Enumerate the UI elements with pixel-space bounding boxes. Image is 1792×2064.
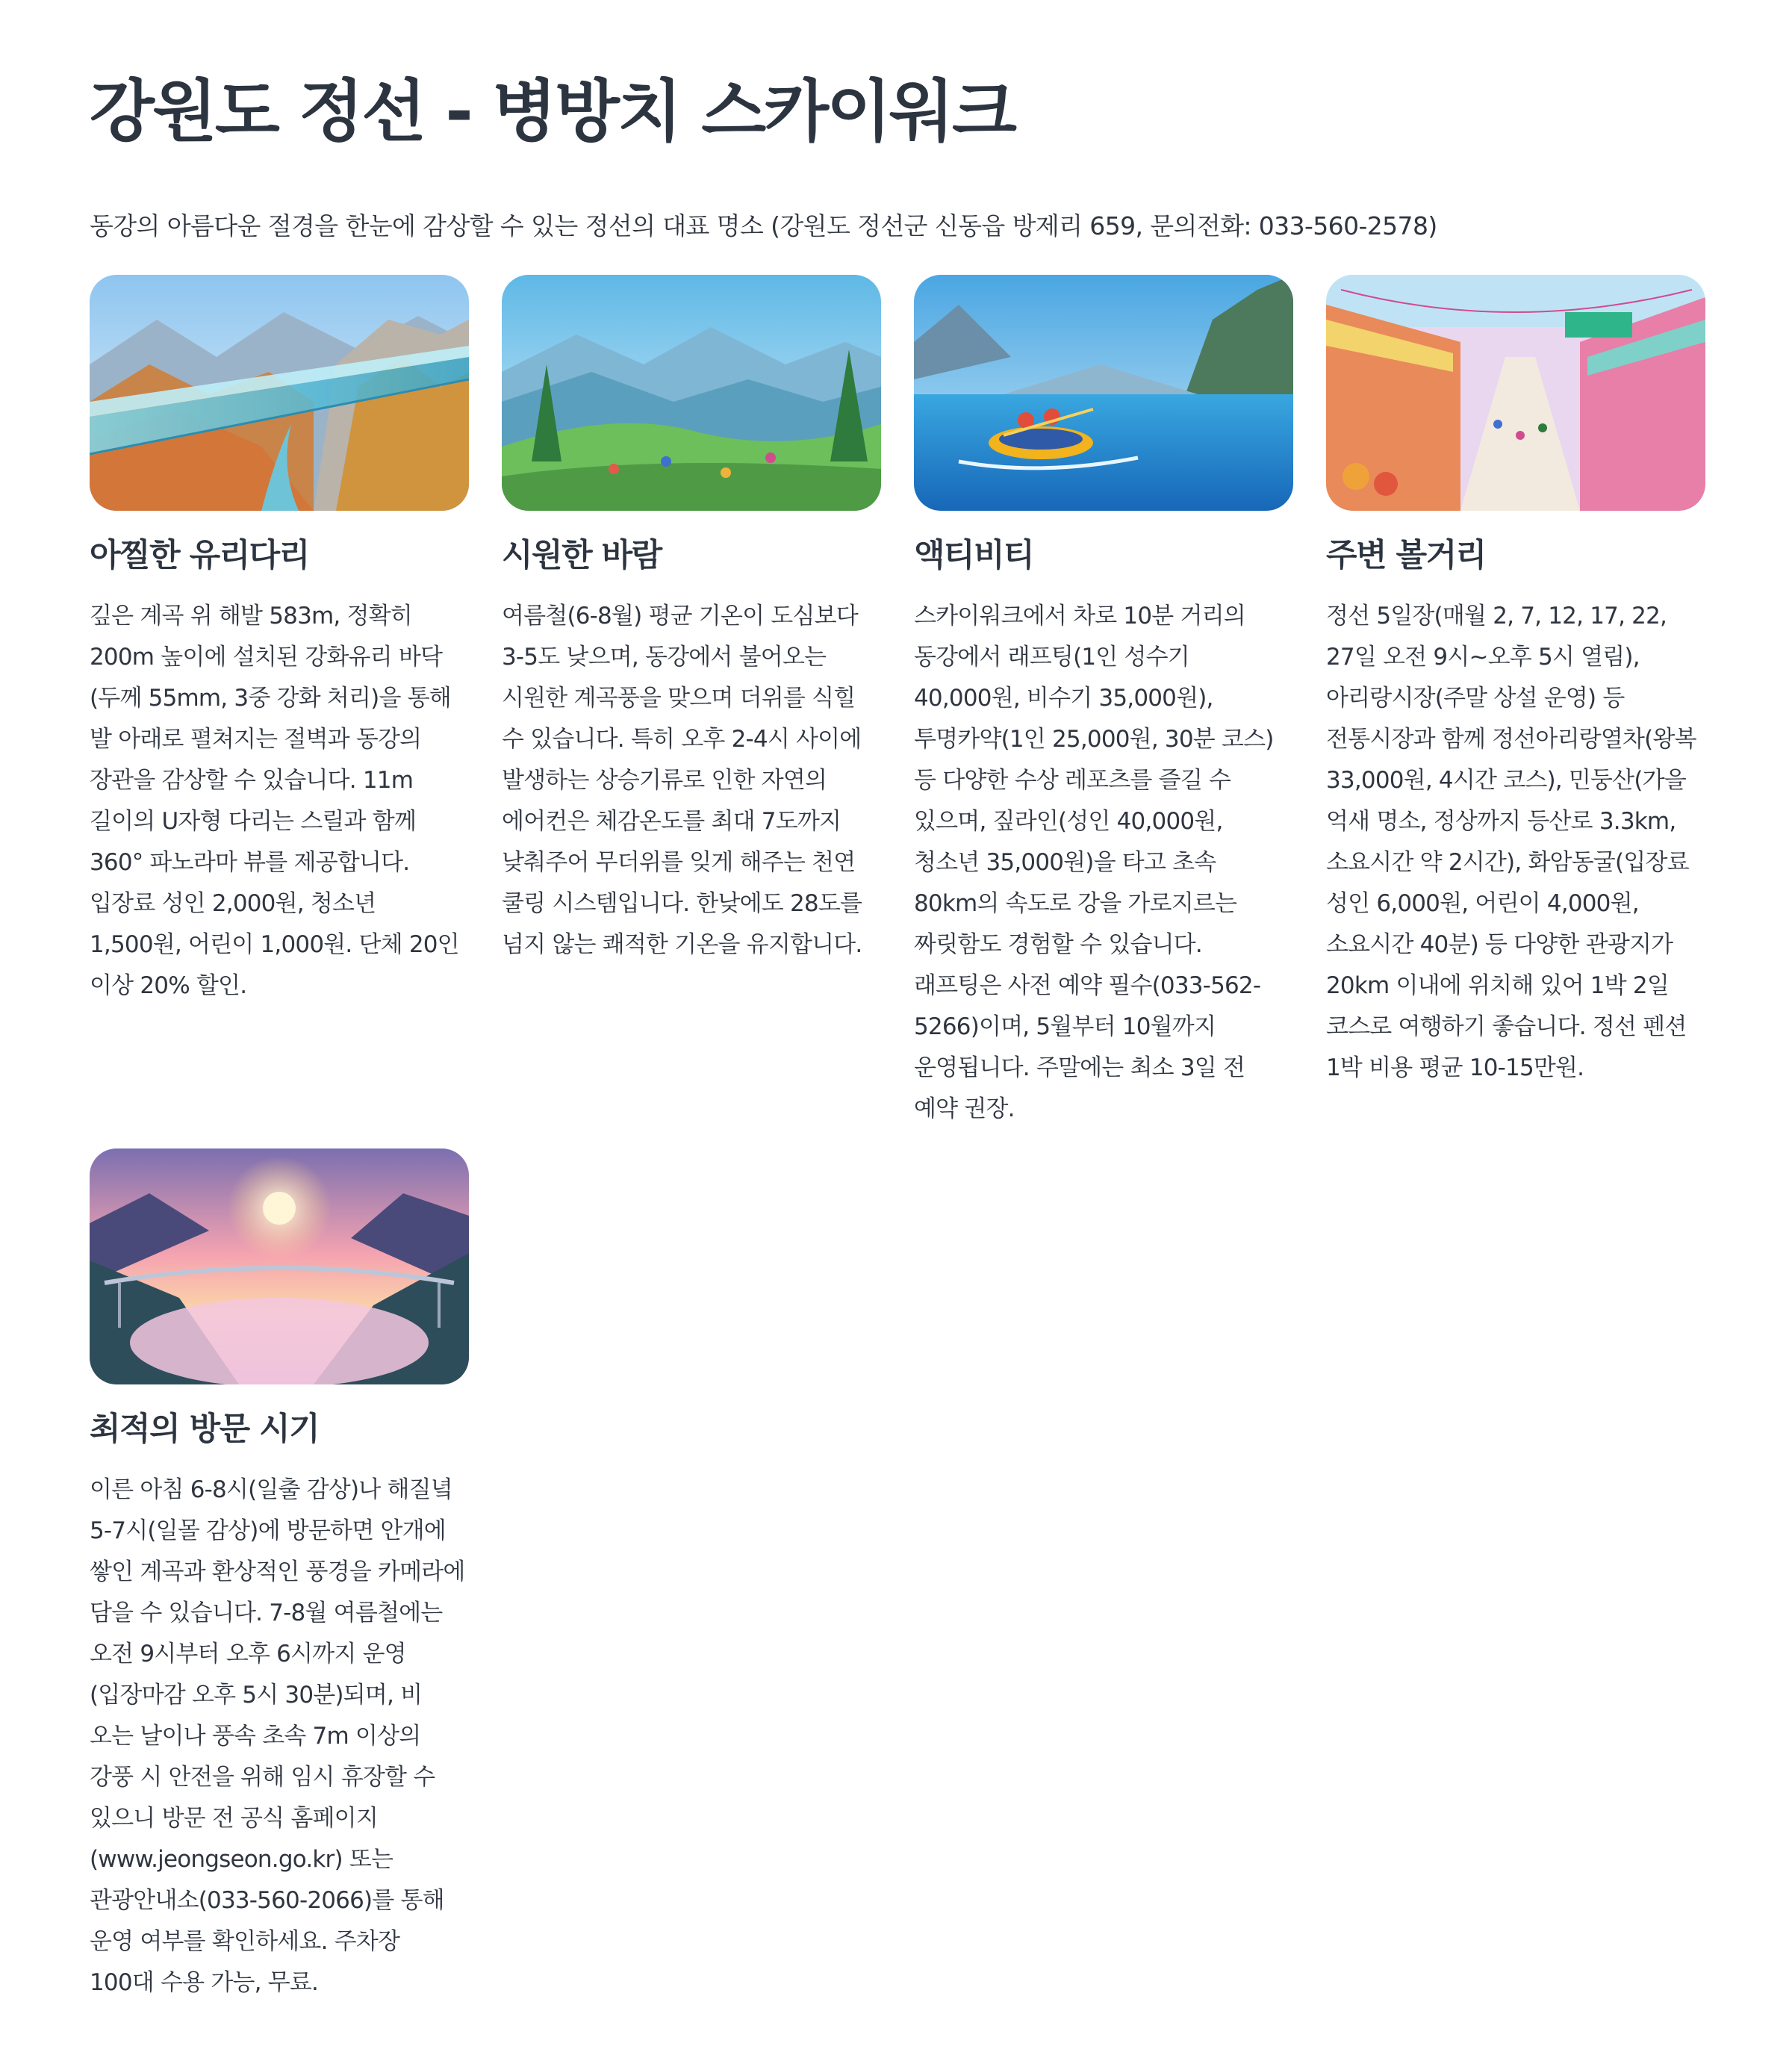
card-text: 스카이워크에서 차로 10분 거리의 동강에서 래프팅(1인 성수기 40,000원, 비수기 35,000원), 투명카약(1인 25,000원, 30분 코스) 등 다양한 수상 레포츠를 즐길 수 있으며, 짚라인(성인 40,000원, 청소년 35,000원)을 타고 초속 80km의 속도로 강을 가로지르는 짜릿함도 경험할 수 있습니다. 래프팅은 사전 예약 필수(033-562-5266)이며, 5월부터 10월까지 운영됩니다. 주말에는 최소 3일 전 예약 권장. [914,603,1274,1122]
page-title: 강원도 정선 - 병방치 스카이워크 [90,72,1015,151]
card-activity [914,275,1293,1130]
card-text: 정선 5일장(매월 2, 7, 12, 17, 22, 27일 오전 9시~오후 5시 열림), 아리랑시장(주말 상설 운영) 등 전통시장과 함께 정선아리랑열차(왕복 33,000원, 4시간 코스), 민둥산(가을 억새 명소, 정상까지 등산로 3.3km, 소요시간 약 2시간), 화암동굴(입장료 성인 6,000원, 어린이 4,000원, 소요시간 40분) 등 다양한 관광지가 20km 이내에 위치해 있어 1박 2일 코스로 여행하기 좋습니다. 정선 펜션 1박 비용 평균 10-15만원. [1326,603,1696,1081]
card-title: 최적의 방문 시기 [90,1411,320,1448]
card-best-time [90,1148,469,2004]
card-cool-breeze [502,275,881,966]
card-glass-bridge [90,275,469,1007]
card-image-activity [914,275,1293,511]
card-image-cool-breeze [502,275,881,511]
card-title: 액티비티 [914,537,1034,574]
card-text: 깊은 계곡 위 해발 583m, 정확히 200m 높이에 설치된 강화유리 바닥(두께 55mm, 3중 강화 처리)을 통해 발 아래로 펼쳐지는 절벽과 동강의 장관을 감상할 수 있습니다. 11m 길이의 U자형 다리는 스릴과 함께 360° 파노라마 뷰를 제공합니다. 입장료 성인 2,000원, 청소년 1,500원, 어린이 1,000원. 단체 20인 이상 20% 할인. [90,603,459,999]
card-text: 여름철(6-8월) 평균 기온이 도심보다 3-5도 낮으며, 동강에서 불어오는 시원한 계곡풍을 맞으며 더위를 식힐 수 있습니다. 특히 오후 2-4시 사이에 발생하는 상승기류로 인한 자연의 에어컨은 체감온도를 최대 7도까지 낮춰주어 무더위를 잊게 해주는 천연 쿨링 시스템입니다. 한낮에도 28도를 넘지 않는 쾌적한 기온을 유지합니다. [502,603,862,958]
card-text: 이른 아침 6-8시(일출 감상)나 해질녘 5-7시(일몰 감상)에 방문하면 안개에 쌓인 계곡과 환상적인 풍경을 카메라에 담을 수 있습니다. 7-8월 여름철에는 오전 9시부터 오후 6시까지 운영(입장마감 오후 5시 30분)되며, 비 오는 날이나 풍속 초속 7m 이상의 강풍 시 안전을 위해 임시 휴장할 수 있으니 방문 전 공식 홈페이지(www.jeongseon.go.kr) 또는 관광안내소(033-560-2066)를 통해 운영 여부를 확인하세요. 주차장 100대 수용 가능, 무료. [90,1476,465,1996]
card-image-nearby-attractions [1326,275,1705,511]
card-image-glass-bridge [90,275,469,511]
card-image-best-time [90,1148,469,1384]
card-title: 주변 볼거리 [1326,537,1486,574]
page-subtitle: 동강의 아름다운 절경을 한눈에 감상할 수 있는 정선의 대표 명소 (강원도 정선군 신동읍 방제리 659, 문의전화: 033-560-2578) [90,211,1437,240]
page [90,67,1702,1996]
card-title: 시원한 바람 [502,537,662,574]
card-nearby-attractions [1326,275,1705,1089]
card-title: 아찔한 유리다리 [90,537,309,574]
